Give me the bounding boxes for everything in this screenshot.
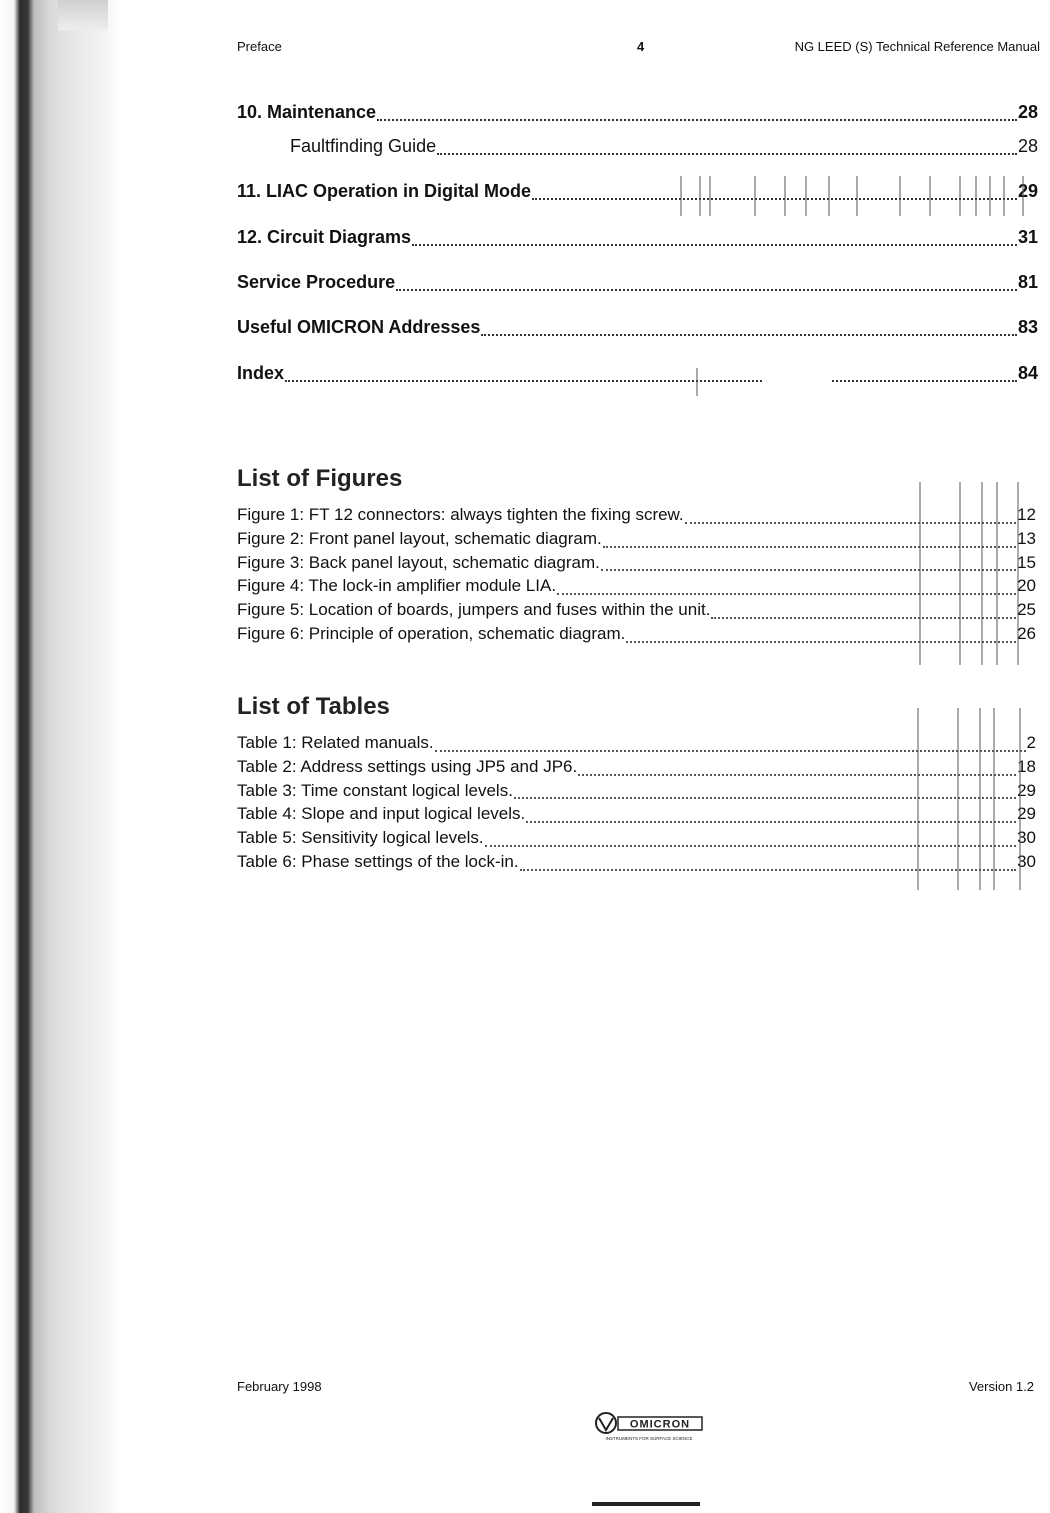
figure-title: Figure 4: The lock-in amplifier module LIA.: [237, 576, 557, 596]
figure-entry[interactable]: [237, 505, 1036, 529]
footer-version: Version 1.2: [968, 1379, 1034, 1394]
toc-entry[interactable]: [237, 181, 1038, 205]
page-header: [237, 39, 1040, 57]
table-page: 29: [1017, 780, 1036, 800]
table-entry[interactable]: [237, 757, 1036, 781]
table-page: 30: [1017, 828, 1036, 848]
logo-brand: OMICRON: [629, 1418, 691, 1431]
table-entry[interactable]: [237, 733, 1036, 757]
leader-dots: [578, 774, 1016, 776]
tables-list: [237, 733, 1036, 876]
leader-dots: [435, 750, 1026, 752]
leader-dots: [377, 119, 1017, 121]
figure-title: Figure 2: Front panel layout, schematic diagram.: [237, 528, 602, 548]
figure-entry[interactable]: [237, 624, 1036, 648]
figures-list: [237, 505, 1036, 648]
figure-entry[interactable]: [237, 553, 1036, 577]
omicron-logo: [594, 1409, 704, 1445]
leader-dots: [685, 522, 1016, 524]
toc-entry-title: Useful OMICRON Addresses: [237, 317, 481, 337]
leader-dots: [437, 153, 1017, 155]
toc-entry-page: 83: [1017, 317, 1038, 337]
leader-dots: [485, 845, 1016, 847]
figure-title: Figure 3: Back panel layout, schematic diagram.: [237, 552, 600, 572]
table-page: 29: [1017, 804, 1036, 824]
scan-binding-edge: [0, 0, 120, 1513]
leader-dots: [557, 593, 1016, 595]
figure-entry[interactable]: [237, 576, 1036, 600]
table-title: Table 2: Address settings using JP5 and JP6.: [237, 756, 578, 776]
table-title: Table 4: Slope and input logical levels.: [237, 804, 526, 824]
toc-entry-title: 10. Maintenance: [237, 102, 377, 122]
toc-entry[interactable]: [237, 363, 1038, 387]
header-section: Preface: [237, 39, 282, 54]
figure-page: 12: [1017, 505, 1036, 524]
toc-entry-title: Index: [237, 363, 285, 383]
table-title: Table 5: Sensitivity logical levels.: [237, 828, 484, 848]
table-entry[interactable]: [237, 852, 1036, 876]
leader-dots: [711, 617, 1016, 619]
figure-entry[interactable]: [237, 600, 1036, 624]
toc-entry[interactable]: [290, 136, 1038, 160]
table-entry[interactable]: [237, 781, 1036, 805]
figure-page: 13: [1017, 528, 1036, 548]
scan-binding-corner: [58, 0, 108, 30]
leader-dots: [626, 641, 1016, 643]
leader-dots: [285, 380, 1017, 382]
toc-entry-title: Faultfinding Guide: [290, 136, 437, 156]
toc-entry-title: 12. Circuit Diagrams: [237, 227, 412, 247]
list-of-tables-heading: List of Tables: [237, 693, 390, 720]
scan-bottom-mark: [592, 1502, 700, 1506]
leader-dots: [412, 244, 1017, 246]
toc-entry-page: 28: [1017, 102, 1038, 122]
leader-dots: [526, 821, 1016, 823]
table-title: Table 1: Related manuals.: [237, 733, 434, 752]
toc-entry-page: 29: [1017, 181, 1038, 201]
toc-entry-page: 31: [1017, 227, 1038, 247]
toc-entry[interactable]: [237, 102, 1038, 126]
leader-dots: [481, 334, 1017, 336]
figure-page: 15: [1017, 552, 1036, 572]
table-title: Table 3: Time constant logical levels.: [237, 780, 513, 800]
toc-entry-title: 11. LIAC Operation in Digital Mode: [237, 181, 532, 201]
toc-entry-page: 28: [1017, 136, 1038, 156]
figure-title: Figure 6: Principle of operation, schematic diagram.: [237, 623, 626, 643]
leader-dots: [532, 198, 1017, 200]
leader-dots: [601, 569, 1016, 571]
table-page: 2: [1026, 733, 1036, 752]
leader-dots: [603, 546, 1016, 548]
table-title: Table 6: Phase settings of the lock-in.: [237, 851, 519, 871]
footer-date: February 1998: [237, 1379, 322, 1394]
figure-title: Figure 1: FT 12 connectors: always tighten the fixing screw.: [237, 505, 684, 524]
toc-entry-page: 81: [1017, 272, 1038, 292]
toc-entry-page: 84: [1017, 363, 1038, 383]
figure-entry[interactable]: [237, 529, 1036, 553]
toc-entry[interactable]: [237, 317, 1038, 341]
toc-entry[interactable]: [237, 227, 1038, 251]
header-manual-title: NG LEED (S) Technical Reference Manual: [794, 39, 1040, 54]
figure-page: 25: [1017, 600, 1036, 620]
leader-dots: [514, 797, 1016, 799]
header-page-number: 4: [637, 39, 645, 54]
leader-dots: [520, 869, 1016, 871]
figure-title: Figure 5: Location of boards, jumpers and fuses within the unit.: [237, 600, 711, 620]
table-entry[interactable]: [237, 804, 1036, 828]
figure-page: 26: [1017, 623, 1036, 643]
list-of-figures-heading: List of Figures: [237, 465, 403, 492]
toc-entry-title: Service Procedure: [237, 272, 396, 292]
toc-entry[interactable]: [237, 272, 1038, 296]
leader-dots: [396, 289, 1017, 291]
logo-tagline: INSTRUMENTS FOR SURFACE SCIENCE: [605, 1436, 693, 1441]
figure-page: 20: [1017, 576, 1036, 596]
table-page: 30: [1017, 851, 1036, 871]
table-page: 18: [1017, 756, 1036, 776]
table-entry[interactable]: [237, 828, 1036, 852]
